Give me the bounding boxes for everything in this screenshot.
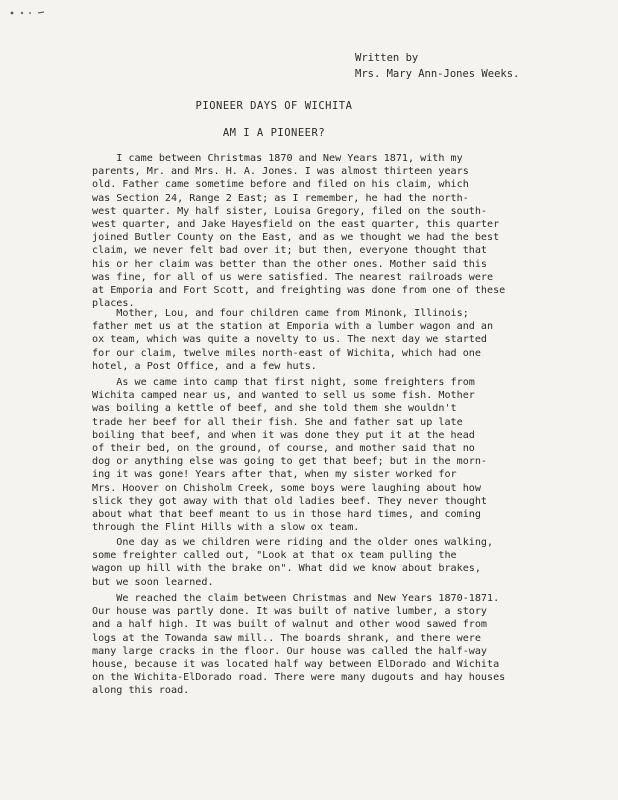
author-header xyxy=(355,50,519,82)
author-header-line1: Written by xyxy=(355,52,419,64)
paragraph-3: As we came into camp that first night, some freighters from Wichita camped near us, and wanted to sell us some fish. Mother was boiling a kettle of beef, and she told them she wouldn't trade her beef for all their fish. She and father sat up late boiling that beef, and when it was done they put it at the head of their bed, on the ground, of course, and mother said that no dog or anything else was going to get that beef; but in the morn- ing it was gone! Years after that, when my sister worked for Mrs. Hoover on Chisholm Creek, some boys were laughing about how slick they got away with that old ladies beef. They never thought about what that beef meant to us in those hard times, and coming through the Flint Hills with a slow ox team. xyxy=(92,377,488,534)
paragraph-2: Mother, Lou, and four children came from Minonk, Illinois; father met us at the station at Emporia with a lumber wagon and an ox team, which was quite a novelty to us. The next day we started for our claim, twelve miles north-east of Wichita, which had one hotel, a Post Office, and a few huts. xyxy=(92,308,494,372)
author-header-line2: Mrs. Mary Ann-Jones Weeks. xyxy=(355,68,520,80)
document-subtitle: AM I A PIONEER? xyxy=(222,127,326,139)
document-title: PIONEER DAYS OF WICHITA xyxy=(195,100,353,112)
corner-ink-mark xyxy=(8,8,68,18)
paragraph-5: We reached the claim between Christmas and New Years 1870-1871. Our house was partly done. It was built of native lumber, a story and a half high. It was built of walnut and other wood sawed from logs at the Towanda saw mill.. The boards shrank, and there were many large cracks in the floor. Our house was called the half-way house, because it was located half way between ElDorado and Wichita on the Wichita-ElDorado road. There were many dugouts and hay houses along this road. xyxy=(92,593,506,697)
paragraph-4: One day as we children were riding and the older ones walking, some freighter called out, "Look at that ox team pulling the wagon up hill with the brake on". What did we know about brakes, but we soon learned. xyxy=(92,537,494,588)
paragraph-1: I came between Christmas 1870 and New Years 1871, with my parents, Mr. and Mrs. H. A. Jones. I was almost thirteen years old. Father came sometime before and filed on his claim, which was Section 24, Range 2 East; as I remember, he had the north- west quarter. My half sister, Louisa Gregory, filed on the south- west quarter, and Jake Hayesfield on the east quarter, this quarter joined Butler County on the East, and as we thought we had the best claim, we never felt bad over it; but then, everyone thought that his or her claim was better than the other ones. Mother said this was fine, for all of us were satisfied. The nearest railroads were at Emporia and Fort Scott, and freighting was done from one of these places. xyxy=(92,153,506,310)
